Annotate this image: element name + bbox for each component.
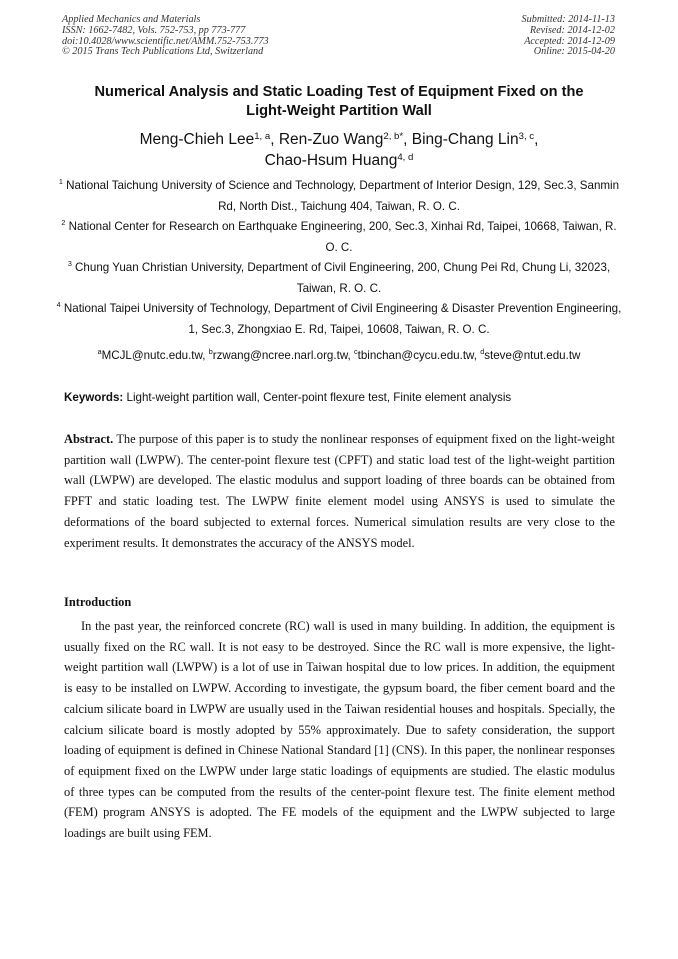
- email-link[interactable]: steve@ntut.edu.tw: [484, 349, 581, 362]
- abstract: [64, 429, 615, 553]
- affiliation-text: National Taipei University of Technology, Department of Civil Engineering & Disaster Prevention Engineering, 1, Sec.3, Zhongxiao E. Rd, Taipei, 10608, Taiwan, R. O. C.: [63, 302, 622, 336]
- author-name: Meng-Chieh Lee: [139, 131, 255, 148]
- keywords-text: Light-weight partition wall, Center-point flexure test, Finite element analysis: [123, 391, 512, 404]
- affiliation-text: Chung Yuan Christian University, Department of Civil Engineering, 200, Chung Pei Rd, Chung Li, 32023, Taiwan, R. O. C.: [75, 261, 611, 295]
- author-name: Chao-Hsum Huang: [264, 152, 398, 169]
- email-sup: b: [208, 347, 213, 356]
- author-list: [40, 129, 638, 171]
- author-sup: 2, b*: [383, 131, 404, 142]
- paper-title: [40, 83, 638, 121]
- affiliation-2: [54, 217, 624, 258]
- author-sep: ,: [403, 131, 412, 148]
- affiliation-4: [54, 299, 624, 340]
- author-sup: 3, c: [518, 131, 535, 142]
- submission-dates: [522, 15, 615, 58]
- affiliation-number: 3: [67, 259, 72, 268]
- submitted-date: Submitted: 2014-11-13: [521, 14, 615, 25]
- author-name: Bing-Chang Lin: [411, 131, 519, 148]
- introduction-paragraph: In the past year, the reinforced concrete (RC) wall is used in many building. In addition, the equipment is usually fixed on the RC wall. It is not easy to be destroyed. Since the RC wall is more expensive, the light-weight partition wall (LWPW) is a lot of use in Taiwan hospital due to low prices. In addition, the equipment is easy to be installed on LWPW. According to investigate, the gypsum board, the fiber cement board and the calcium silicate board in LWPW are usually used in the Taiwan residential houses and hospitals. Specially, the calcium silicate board is mostly adopted by 55% approximately. Due to safety consideration, the support loading of equipment is defined in Chinese National Standard [1] (CNS). In this paper, the nonlinear responses of equipment fixed on the LWPW under large static loadings of equipments are studied. The elastic modulus of three types can be computed from the results of the center-point flexure test. The finite element method (FEM) program ANSYS is adopted. The FE models of the equipment and the LWPW subjected to large loadings are built using FEM.: [64, 619, 615, 841]
- email-link[interactable]: rzwang@ncree.narl.org.tw,: [212, 349, 354, 362]
- abstract-text: The purpose of this paper is to study the nonlinear responses of equipment fixed on the light-weight partition wall (LWPW). The center-point flexure test (CPFT) and static load test of the light-weight partition wall (LWPW) are developed. The elastic modulus and support loading of three boards can be obtained from FPFT and static loading test. The LWPW finite element model using ANSYS is used to simulate the deformations of the board subjected to external forces. Numerical simulation results are very close to the experiment results. It demonstrates the accuracy of the ANSYS model.: [64, 432, 615, 550]
- email-sup: c: [354, 347, 358, 356]
- affiliation-text: National Center for Research on Earthquake Engineering, 200, Sec.3, Xinhai Rd, Taipei, 10668, Taiwan, R. O. C.: [68, 220, 617, 254]
- author-line-2: [40, 150, 638, 171]
- affiliation-text: National Taichung University of Science and Technology, Department of Interior Design, 129, Sec.3, Sanmin Rd, North Dist., Taichung 404, Taiwan, R. O. C.: [66, 179, 620, 213]
- affiliation-number: 4: [56, 300, 61, 309]
- affiliation-number: 2: [61, 218, 66, 227]
- author-sup: 4, d: [397, 152, 414, 163]
- revised-date: Revised: 2014-12-02: [529, 24, 615, 36]
- accepted-date: Accepted: 2014-12-09: [524, 35, 615, 47]
- author-sep: ,: [534, 131, 539, 148]
- title-line-2: Light-Weight Partition Wall: [246, 103, 432, 119]
- copyright-line: © 2015 Trans Tech Publications Ltd, Switzerland: [62, 46, 264, 58]
- email-sup: d: [480, 347, 485, 356]
- email-sup: a: [97, 347, 102, 356]
- author-line-1: [40, 129, 638, 150]
- keywords-label: Keywords:: [64, 391, 124, 404]
- author-sup: 1, a: [254, 131, 271, 142]
- section-heading-introduction: Introduction: [64, 595, 132, 609]
- affiliation-3: [54, 258, 624, 299]
- journal-info: [62, 15, 269, 58]
- keywords: [64, 390, 624, 406]
- author-name: Ren-Zuo Wang: [278, 131, 384, 148]
- affiliation-number: 1: [58, 177, 63, 186]
- journal-name: Applied Mechanics and Materials: [62, 14, 201, 25]
- title-line-1: Numerical Analysis and Static Loading Test of Equipment Fixed on the: [94, 84, 584, 100]
- affiliation-1: [54, 176, 624, 217]
- email-list: [40, 348, 638, 364]
- email-link[interactable]: tbinchan@cycu.edu.tw,: [357, 349, 481, 362]
- abstract-label: Abstract.: [64, 432, 114, 446]
- online-date: Online: 2015-04-20: [533, 46, 615, 58]
- email-link[interactable]: MCJL@nutc.edu.tw,: [101, 349, 209, 362]
- doi-line: doi:10.4028/www.scientific.net/AMM.752-753.773: [62, 35, 269, 47]
- issn-line: ISSN: 1662-7482, Vols. 752-753, pp 773-777: [62, 24, 246, 36]
- author-sep: ,: [270, 131, 279, 148]
